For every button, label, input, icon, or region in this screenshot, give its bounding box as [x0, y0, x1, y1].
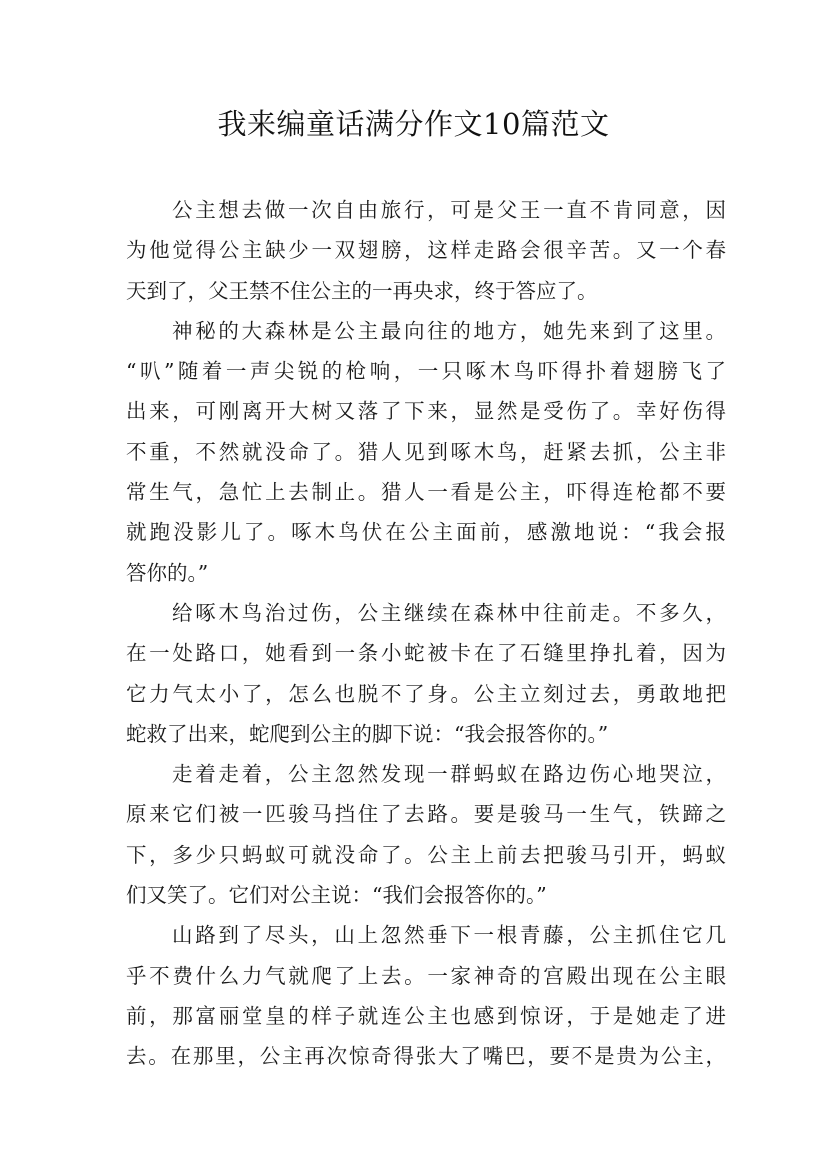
document-body — [126, 190, 726, 1077]
text-line: 乎不费什么力气就爬了上去。一家神奇的宫殿出现在公主眼 — [126, 963, 726, 988]
text-line: 为他觉得公主缺少一双翅膀，这样走路会很辛苦。又一个春 — [126, 238, 726, 263]
text-line: 出来，可刚离开大树又落了下来，显然是受伤了。幸好伤得 — [126, 399, 726, 424]
text-line: 们又笑了。它们对公主说：“我们会报答你的。” — [126, 883, 547, 908]
text-line: 它力气太小了，怎么也脱不了身。公主立刻过去，勇敢地把 — [126, 681, 726, 706]
text-line: “叭”随着一声尖锐的枪响，一只啄木鸟吓得扑着翅膀飞了 — [126, 359, 726, 384]
text-line: 天到了，父王禁不住公主的一再央求，终于答应了。 — [126, 278, 598, 303]
text-line: 前，那富丽堂皇的样子就连公主也感到惊讶，于是她走了进 — [126, 1003, 726, 1028]
text-line: 在一处路口，她看到一条小蛇被卡在了石缝里挣扎着，因为 — [126, 641, 726, 666]
text-line: 答你的。” — [126, 560, 209, 585]
text-line: 走着走着，公主忽然发现一群蚂蚁在路边伤心地哭泣， — [172, 762, 726, 787]
text-line: 就跑没影儿了。啄木鸟伏在公主面前，感激地说：“我会报 — [126, 520, 726, 545]
text-line: 蛇救了出来，蛇爬到公主的脚下说：“我会报答你的。” — [126, 721, 609, 746]
text-line: 山路到了尽头，山上忽然垂下一根青藤，公主抓住它几 — [172, 923, 726, 948]
text-line: 原来它们被一匹骏马挡住了去路。要是骏马一生气，铁蹄之 — [126, 802, 726, 827]
text-line: 神秘的大森林是公主最向往的地方，她先来到了这里。 — [172, 318, 726, 343]
text-line: 下，多少只蚂蚁可就没命了。公主上前去把骏马引开，蚂蚁 — [126, 842, 726, 867]
text-line: 公主想去做一次自由旅行，可是父王一直不肯同意，因 — [172, 198, 726, 222]
text-line: 给啄木鸟治过伤，公主继续在森林中往前走。不多久， — [172, 600, 726, 625]
text-line: 不重，不然就没命了。猎人见到啄木鸟，赶紧去抓，公主非 — [126, 439, 726, 464]
document-title: 我来编童话满分作文10篇范文 — [217, 107, 610, 141]
text-line: 去。在那里，公主再次惊奇得张大了嘴巴，要不是贵为公主， — [126, 1044, 726, 1069]
text-line: 常生气，急忙上去制止。猎人一看是公主，吓得连枪都不要 — [126, 480, 726, 505]
